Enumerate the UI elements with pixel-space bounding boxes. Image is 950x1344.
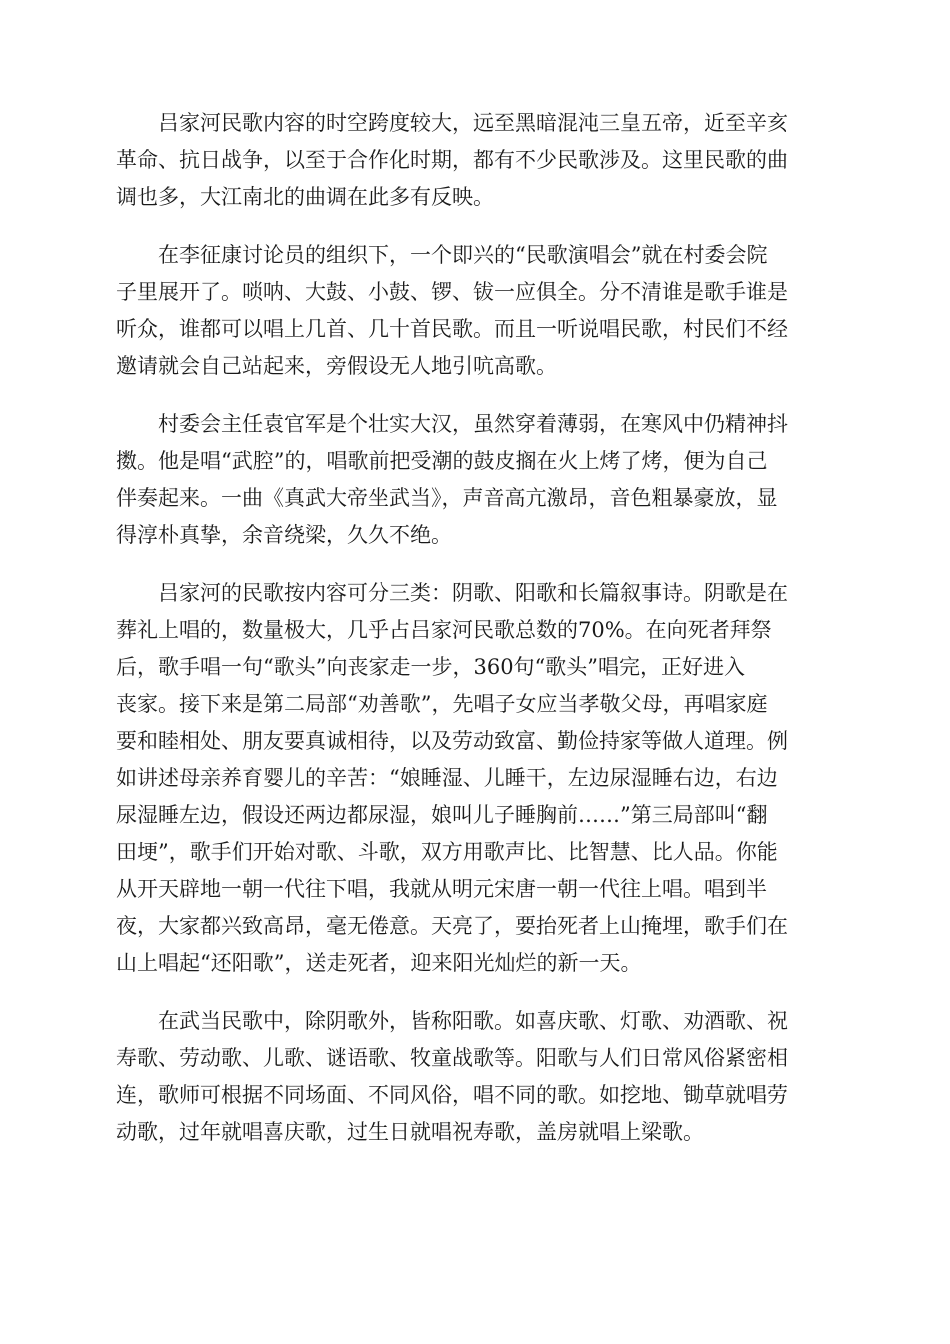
paragraph-3: [116, 406, 836, 554]
text-line: 后，歌手唱一句“歌头”向丧家走一步，360句“歌头”唱完，正好进入: [116, 655, 746, 679]
text-line: 得淳朴真挚，余音绕梁，久久不绝。: [116, 523, 452, 547]
text-line: 要和睦相处、朋友要真诚相待，以及劳动致富、勤俭持家等做人道理。例: [116, 729, 788, 753]
text-line: 尿湿睡左边，假设还两边都尿湿，娘叫儿子睡胸前……”第三局部叫“翻: [116, 803, 768, 827]
text-line: 听众，谁都可以唱上几首、几十首民歌。而且一听说唱民歌，村民们不经: [116, 317, 788, 341]
text-line: 吕家河的民歌按内容可分三类：阴歌、阳歌和长篇叙事诗。阴歌是在: [158, 581, 788, 605]
text-line: 子里展开了。唢呐、大鼓、小鼓、锣、钹一应俱全。分不清谁是歌手谁是: [116, 280, 788, 304]
text-line: 夜，大家都兴致高昂，毫无倦意。天亮了，要抬死者上山掩埋，歌手们在: [116, 914, 788, 938]
paragraph-4: [116, 575, 836, 982]
text-line: 吕家河民歌内容的时空跨度较大，远至黑暗混沌三皇五帝，近至辛亥: [158, 111, 788, 135]
text-line: 丧家。接下来是第二局部“劝善歌”，先唱子女应当孝敬父母，再唱家庭: [116, 692, 768, 716]
paragraph-5: [116, 1003, 836, 1151]
text-line: 革命、抗日战争，以至于合作化时期，都有不少民歌涉及。这里民歌的曲: [116, 148, 788, 172]
text-line: 调也多，大江南北的曲调在此多有反映。: [116, 185, 494, 209]
text-line: 田埂”，歌手们开始对歌、斗歌，双方用歌声比、比智慧、比人品。你能: [116, 840, 778, 864]
document-body: [116, 105, 836, 1172]
text-line: 动歌，过年就唱喜庆歌，过生日就唱祝寿歌，盖房就唱上梁歌。: [116, 1120, 704, 1144]
text-line: 邀请就会自己站起来，旁假设无人地引吭高歌。: [116, 354, 557, 378]
text-line: 在李征康讨论员的组织下，一个即兴的“民歌演唱会”就在村委会院: [158, 243, 768, 267]
text-line: 擞。他是唱“武腔”的，唱歌前把受潮的鼓皮搁在火上烤了烤，便为自己: [116, 449, 768, 473]
text-line: 从开天辟地一朝一代往下唱，我就从明元宋唐一朝一代往上唱。唱到半: [116, 877, 767, 901]
text-line: 寿歌、劳动歌、儿歌、谜语歌、牧童战歌等。阳歌与人们日常风俗紧密相: [116, 1046, 788, 1070]
text-line: 村委会主任袁官军是个壮实大汉，虽然穿着薄弱，在寒风中仍精神抖: [158, 412, 788, 436]
text-line: 如讲述母亲养育婴儿的辛苦：“娘睡湿、儿睡干，左边尿湿睡右边，右边: [116, 766, 778, 790]
text-line: 葬礼上唱的，数量极大，几乎占吕家河民歌总数的70%。在向死者拜祭: [116, 618, 772, 642]
paragraph-2: [116, 237, 836, 385]
text-line: 连，歌师可根据不同场面、不同风俗，唱不同的歌。如挖地、锄草就唱劳: [116, 1083, 788, 1107]
text-line: 在武当民歌中，除阴歌外，皆称阳歌。如喜庆歌、灯歌、劝酒歌、祝: [158, 1009, 788, 1033]
paragraph-1: [116, 105, 836, 216]
text-line: 山上唱起“还阳歌”，送走死者，迎来阳光灿烂的新一天。: [116, 951, 642, 975]
text-line: 伴奏起来。一曲《真武大帝坐武当》，声音高亢激昂，音色粗暴豪放，显: [116, 486, 778, 510]
